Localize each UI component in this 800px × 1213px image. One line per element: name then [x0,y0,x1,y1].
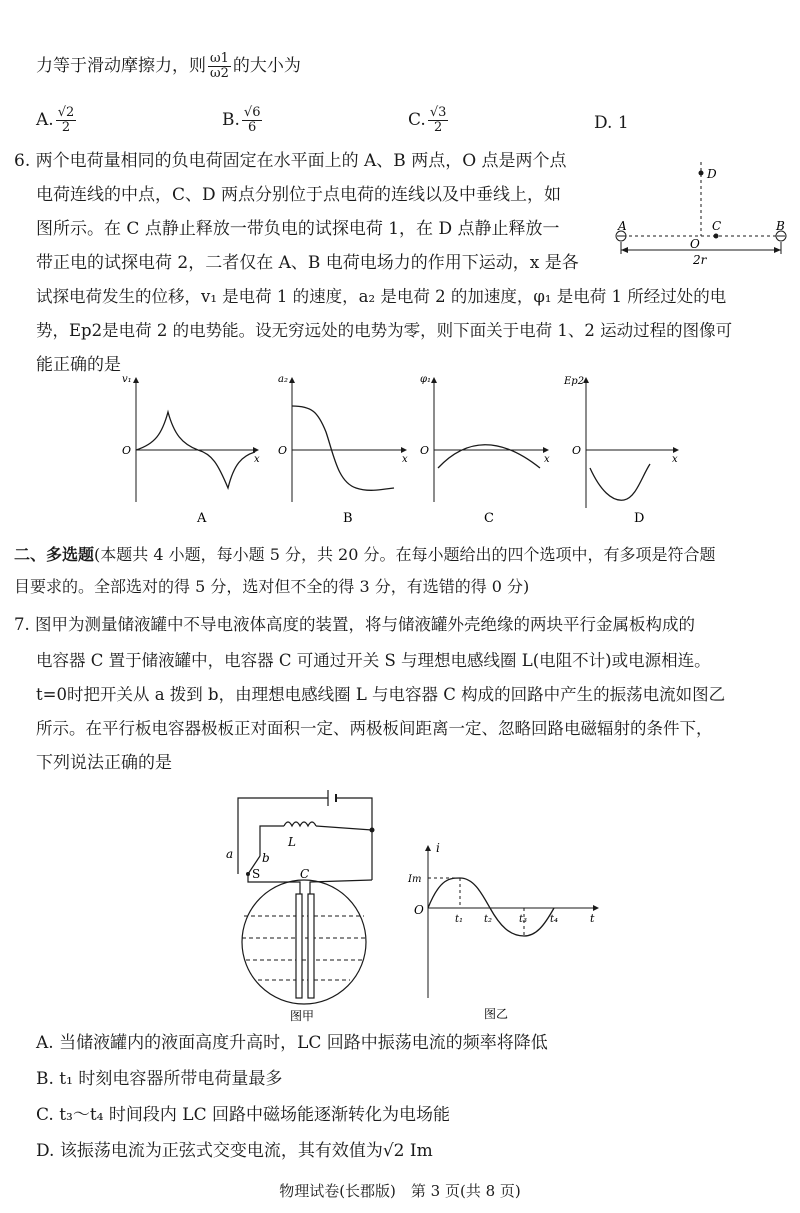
label-b: b [262,851,270,865]
label-b: B [776,219,785,233]
point-c [714,234,719,239]
intro-after: 的大小为 [232,56,301,76]
q5-option-c[interactable]: C. $\frac{√3}{2}$ [408,105,447,135]
graph-a-xlabel: x [254,454,260,465]
q5-option-a[interactable]: A. $\frac{√2}{2}$ [36,105,75,135]
graph-d-ylabel: Ep2 [564,376,585,387]
figure-jia [218,786,418,1026]
label-a: A [618,219,627,233]
graph-b[interactable] [278,374,408,526]
q5-tail-text [36,52,301,81]
graph-b-origin: O [278,444,288,457]
section2-desc-2: 目要求的。全部选对的得 5 分，选对但不全的得 3 分，有选错的得 0 分) [14,577,530,596]
label-o: O [414,903,424,917]
caption-jia: 图甲 [290,1009,315,1023]
label-a: a [226,847,234,861]
label-t3: t₃ [519,914,528,925]
graph-d-xlabel: x [672,454,678,465]
q7-line-2: 电容器 C 置于储液罐中，电容器 C 可通过开关 S 与理想电感线圈 L(电阻不计)或电源相连。 [36,651,711,670]
q7-line-5: 下列说法正确的是 [36,753,172,773]
graph-c[interactable] [420,374,550,526]
label-o: O [690,237,700,251]
q6-line-2: 电荷连线的中点，C、D 两点分别位于点电荷的连线以及中垂线上，如 [36,185,562,205]
q7-line-4: 所示。在平行板电容器极板正对面积一定、两极板间距离一定、忽略回路电磁辐射的条件下， [36,719,713,738]
graph-d-origin: O [572,444,582,457]
q7-line-3: t=0时把开关从 a 拨到 b，由理想电感线圈 L 与电容器 C 构成的回路中产生的振荡电流如图乙 [36,685,726,704]
label-t4: t₄ [550,914,559,925]
q6-line-6: 势，Ep2是电荷 2 的电势能。设无穷远处的电势为零，则下面关于电荷 1、2 运动过程的图像可 [36,321,733,340]
caption-yi: 图乙 [484,1007,509,1021]
label-c: C [300,867,310,881]
graph-d-caption: D [634,511,645,526]
graph-d[interactable] [563,376,678,526]
figure-yi [400,838,610,1026]
graph-d-curve [590,464,650,500]
graph-c-xlabel: x [544,454,550,465]
q7-option-d[interactable]: D. 该振荡电流为正弦式交变电流，其有效值为√2 Im [36,1141,433,1161]
graph-b-xlabel: x [402,454,408,465]
q6-line-5: 试探电荷发生的位移，v₁ 是电荷 1 的速度，a₂ 是电荷 2 的加速度，φ₁ 是电荷 1 所经过处的电 [36,287,727,306]
q7-line-1: 7. 图甲为测量储液罐中不导电液体高度的装置，将与储液罐外壳绝缘的两块平行金属板构成的 [14,615,695,634]
omega-ratio: $\frac{\omega 1}{\omega 2}$ [210,51,229,81]
graph-b-ylabel: a₂ [278,374,288,385]
liquid-tank [242,880,366,1004]
label-l: L [288,835,296,849]
charge-diagram [608,150,798,270]
graph-c-ylabel: φ₁ [420,374,432,385]
capacitor-plate-1 [296,894,302,998]
q7-option-b[interactable]: B. t₁ 时刻电容器所带电荷量最多 [36,1069,283,1089]
label-im: Im [408,874,422,885]
label-c: C [712,219,722,233]
capacitor-plate-2 [308,894,314,998]
graph-c-origin: O [420,444,430,457]
graph-a-ylabel: v₁ [122,374,132,385]
section2-title: 二、多选题 [14,545,95,564]
q6-line-4: 带正电的试探电荷 2，二者仅在 A、B 电荷电场力的作用下运动，x 是各 [36,253,579,273]
graph-c-curve [438,445,540,468]
q6-graphs [100,372,680,532]
label-t1: t₁ [455,914,464,925]
q6-line-3: 图所示。在 C 点静止释放一带负电的试探电荷 1，在 D 点静止释放一 [36,219,560,239]
label-2r: 2r [693,253,707,267]
q6-line-7: 能正确的是 [36,355,121,375]
graph-a-origin: O [122,444,132,457]
graph-b-curve [292,406,394,490]
label-t: t [590,912,595,925]
page-footer: 物理试卷(长郡版) 第 3 页(共 8 页) [279,1182,521,1200]
q5-option-d[interactable]: D. 1 [594,113,629,133]
q6-line-1: 6. 两个电荷量相同的负电荷固定在水平面上的 A、B 两点，O 点是两个点 [14,151,567,171]
section2-desc-1: (本题共 4 小题，每小题 5 分，共 20 分。在每小题给出的四个选项中，有多项是符合题 [94,545,716,564]
label-t2: t₂ [484,914,493,925]
point-d [699,171,704,176]
label-s: S [252,867,261,881]
graph-c-caption: C [484,511,494,526]
label-d: D [707,167,717,181]
label-i: i [436,841,440,855]
intro-before: 力等于滑动摩擦力，则 [36,56,206,76]
inductor-coil [284,822,316,826]
graph-a-caption: A [197,511,207,526]
oscillation-curve [428,878,554,936]
section2-line-1 [14,544,716,566]
q7-option-c[interactable]: C. t₃～t₄ 时间段内 LC 回路中磁场能逐渐转化为电场能 [36,1105,451,1125]
graph-a[interactable] [122,374,260,526]
q5-option-b[interactable]: B. $\frac{√6}{6}$ [222,105,261,135]
graph-b-caption: B [343,511,353,526]
q7-option-a[interactable]: A. 当储液罐内的液面高度升高时，LC 回路中振荡电流的频率将降低 [36,1033,548,1053]
